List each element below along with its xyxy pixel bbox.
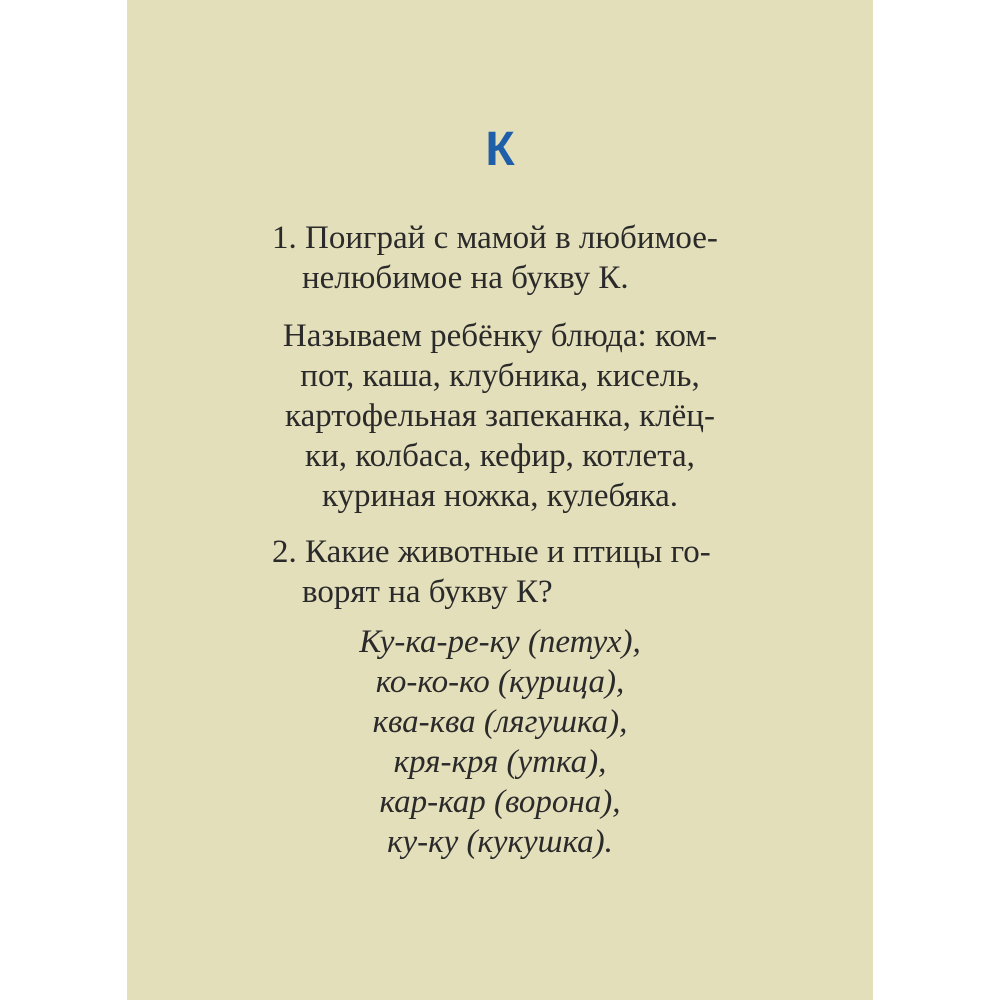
- task-1-line: нелюбимое на букву К.: [302, 260, 629, 296]
- sound-line: ко-ко-ко (курица),: [375, 664, 625, 700]
- sound-line: Ку-ка-ре-ку (петух),: [359, 624, 641, 660]
- task-2-line: 2. Какие животные и птицы го-: [272, 534, 711, 570]
- paragraph-line: картофельная запеканка, клёц-: [285, 398, 715, 434]
- book-page: [127, 0, 873, 1000]
- paragraph-line: Называем ребёнку блюда: ком-: [282, 318, 718, 354]
- paragraph-line: куриная ножка, кулебяка.: [321, 478, 679, 514]
- paragraph-line: ки, колбаса, кефир, котлета,: [305, 438, 695, 474]
- task-2-line: ворят на букву К?: [302, 574, 553, 610]
- sound-line: кря-кря (утка),: [393, 744, 607, 780]
- sound-line: ку-ку (кукушка).: [387, 824, 613, 860]
- chapter-letter: К: [485, 123, 515, 176]
- sound-line: ква-ква (лягушка),: [372, 704, 628, 740]
- sound-line: кар-кар (ворона),: [379, 784, 621, 820]
- task-1-line: 1. Поиграй с мамой в любимое-: [272, 220, 718, 256]
- paragraph-line: пот, каша, клубника, кисель,: [300, 358, 700, 394]
